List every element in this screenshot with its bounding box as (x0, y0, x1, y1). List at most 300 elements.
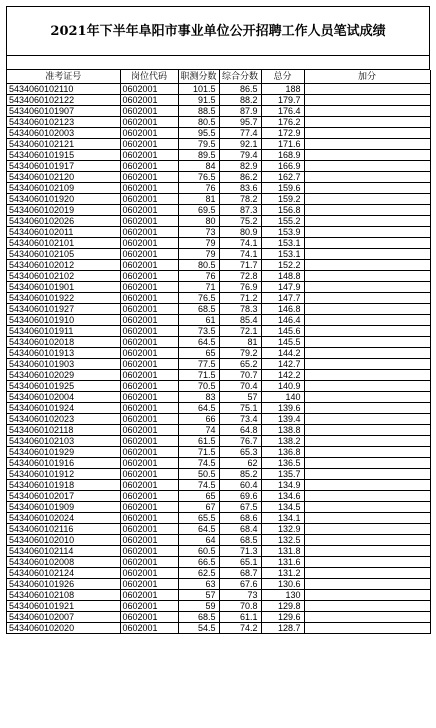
cell-exam-id: 5434060102007 (7, 611, 120, 622)
cell-position-code: 0602001 (120, 534, 178, 545)
cell-exam-id: 5434060101911 (7, 325, 120, 336)
cell-comprehensive-score: 61.1 (219, 611, 261, 622)
cell-bonus (304, 83, 430, 94)
cell-aptitude-score: 68.5 (178, 303, 219, 314)
cell-bonus (304, 204, 430, 215)
cell-position-code: 0602001 (120, 325, 178, 336)
header-total-score: 总分 (261, 70, 304, 83)
cell-exam-id: 5434060102120 (7, 171, 120, 182)
cell-position-code: 0602001 (120, 413, 178, 424)
cell-total-score: 152.2 (261, 259, 304, 270)
cell-position-code: 0602001 (120, 589, 178, 600)
cell-bonus (304, 215, 430, 226)
cell-exam-id: 5434060102012 (7, 259, 120, 270)
table-row (7, 545, 430, 556)
cell-bonus (304, 391, 430, 402)
cell-exam-id: 5434060101926 (7, 578, 120, 589)
cell-aptitude-score: 64 (178, 534, 219, 545)
cell-aptitude-score: 76.5 (178, 292, 219, 303)
cell-exam-id: 5434060102004 (7, 391, 120, 402)
cell-position-code: 0602001 (120, 171, 178, 182)
cell-exam-id: 5434060101918 (7, 479, 120, 490)
cell-aptitude-score: 76 (178, 182, 219, 193)
table-row (7, 149, 430, 160)
cell-comprehensive-score: 71.7 (219, 259, 261, 270)
cell-bonus (304, 578, 430, 589)
table-row (7, 424, 430, 435)
cell-position-code: 0602001 (120, 512, 178, 523)
cell-position-code: 0602001 (120, 567, 178, 578)
table-row (7, 512, 430, 523)
cell-aptitude-score: 101.5 (178, 83, 219, 94)
cell-aptitude-score: 68.5 (178, 611, 219, 622)
table-row (7, 347, 430, 358)
table-row (7, 534, 430, 545)
table-row (7, 105, 430, 116)
cell-aptitude-score: 66 (178, 413, 219, 424)
cell-aptitude-score: 65 (178, 347, 219, 358)
cell-bonus (304, 270, 430, 281)
cell-position-code: 0602001 (120, 215, 178, 226)
table-row (7, 248, 430, 259)
cell-total-score: 130.6 (261, 578, 304, 589)
cell-total-score: 171.6 (261, 138, 304, 149)
cell-comprehensive-score: 74.2 (219, 622, 261, 633)
cell-aptitude-score: 74.5 (178, 457, 219, 468)
cell-aptitude-score: 54.5 (178, 622, 219, 633)
cell-total-score: 147.7 (261, 292, 304, 303)
cell-exam-id: 5434060101913 (7, 347, 120, 358)
cell-total-score: 134.9 (261, 479, 304, 490)
cell-position-code: 0602001 (120, 424, 178, 435)
cell-position-code: 0602001 (120, 83, 178, 94)
cell-total-score: 188 (261, 83, 304, 94)
cell-exam-id: 5434060102122 (7, 94, 120, 105)
cell-bonus (304, 325, 430, 336)
cell-aptitude-score: 88.5 (178, 105, 219, 116)
cell-comprehensive-score: 87.3 (219, 204, 261, 215)
cell-position-code: 0602001 (120, 380, 178, 391)
cell-exam-id: 5434060102105 (7, 248, 120, 259)
cell-total-score: 132.9 (261, 523, 304, 534)
table-row (7, 215, 430, 226)
cell-bonus (304, 446, 430, 457)
cell-position-code: 0602001 (120, 446, 178, 457)
cell-comprehensive-score: 70.4 (219, 380, 261, 391)
cell-total-score: 147.9 (261, 281, 304, 292)
cell-comprehensive-score: 71.2 (219, 292, 261, 303)
cell-total-score: 131.2 (261, 567, 304, 578)
cell-total-score: 136.8 (261, 446, 304, 457)
cell-bonus (304, 589, 430, 600)
cell-position-code: 0602001 (120, 94, 178, 105)
cell-total-score: 136.5 (261, 457, 304, 468)
cell-exam-id: 5434060102116 (7, 523, 120, 534)
cell-exam-id: 5434060101917 (7, 160, 120, 171)
cell-total-score: 176.4 (261, 105, 304, 116)
cell-aptitude-score: 79 (178, 248, 219, 259)
cell-total-score: 155.2 (261, 215, 304, 226)
cell-bonus (304, 149, 430, 160)
cell-total-score: 148.8 (261, 270, 304, 281)
table-row (7, 468, 430, 479)
cell-position-code: 0602001 (120, 226, 178, 237)
cell-comprehensive-score: 85.2 (219, 468, 261, 479)
cell-exam-id: 5434060102023 (7, 413, 120, 424)
cell-comprehensive-score: 79.2 (219, 347, 261, 358)
table-row (7, 490, 430, 501)
cell-aptitude-score: 64.5 (178, 523, 219, 534)
cell-position-code: 0602001 (120, 468, 178, 479)
cell-total-score: 176.2 (261, 116, 304, 127)
cell-comprehensive-score: 71.3 (219, 545, 261, 556)
cell-exam-id: 5434060101916 (7, 457, 120, 468)
table-row (7, 204, 430, 215)
cell-comprehensive-score: 64.8 (219, 424, 261, 435)
cell-bonus (304, 94, 430, 105)
cell-comprehensive-score: 86.5 (219, 83, 261, 94)
cell-comprehensive-score: 60.4 (219, 479, 261, 490)
header-aptitude-score: 职测分数 (178, 70, 219, 83)
cell-position-code: 0602001 (120, 622, 178, 633)
cell-bonus (304, 523, 430, 534)
cell-exam-id: 5434060102024 (7, 512, 120, 523)
cell-total-score: 138.2 (261, 435, 304, 446)
cell-exam-id: 5434060101921 (7, 600, 120, 611)
cell-exam-id: 5434060102102 (7, 270, 120, 281)
cell-aptitude-score: 79.5 (178, 138, 219, 149)
cell-exam-id: 5434060102010 (7, 534, 120, 545)
cell-aptitude-score: 62.5 (178, 567, 219, 578)
cell-bonus (304, 281, 430, 292)
cell-bonus (304, 435, 430, 446)
cell-comprehensive-score: 68.4 (219, 523, 261, 534)
cell-exam-id: 5434060102003 (7, 127, 120, 138)
cell-bonus (304, 259, 430, 270)
table-row (7, 127, 430, 138)
cell-exam-id: 5434060102123 (7, 116, 120, 127)
score-sheet (6, 6, 430, 634)
cell-total-score: 153.1 (261, 248, 304, 259)
cell-position-code: 0602001 (120, 556, 178, 567)
table-row (7, 578, 430, 589)
cell-aptitude-score: 61 (178, 314, 219, 325)
cell-aptitude-score: 80.5 (178, 259, 219, 270)
cell-position-code: 0602001 (120, 127, 178, 138)
cell-position-code: 0602001 (120, 281, 178, 292)
cell-comprehensive-score: 70.8 (219, 600, 261, 611)
table-row (7, 457, 430, 468)
cell-comprehensive-score: 65.2 (219, 358, 261, 369)
table-row (7, 413, 430, 424)
cell-exam-id: 5434060102017 (7, 490, 120, 501)
cell-comprehensive-score: 82.9 (219, 160, 261, 171)
cell-position-code: 0602001 (120, 292, 178, 303)
cell-bonus (304, 226, 430, 237)
cell-position-code: 0602001 (120, 138, 178, 149)
cell-position-code: 0602001 (120, 391, 178, 402)
cell-aptitude-score: 71 (178, 281, 219, 292)
cell-position-code: 0602001 (120, 501, 178, 512)
cell-exam-id: 5434060102008 (7, 556, 120, 567)
cell-total-score: 134.6 (261, 490, 304, 501)
cell-aptitude-score: 65 (178, 490, 219, 501)
cell-total-score: 132.5 (261, 534, 304, 545)
cell-aptitude-score: 74.5 (178, 479, 219, 490)
cell-exam-id: 5434060102121 (7, 138, 120, 149)
cell-bonus (304, 380, 430, 391)
cell-bonus (304, 248, 430, 259)
cell-total-score: 140.9 (261, 380, 304, 391)
cell-aptitude-score: 50.5 (178, 468, 219, 479)
cell-exam-id: 5434060101924 (7, 402, 120, 413)
cell-aptitude-score: 73.5 (178, 325, 219, 336)
table-row (7, 402, 430, 413)
cell-exam-id: 5434060101929 (7, 446, 120, 457)
cell-bonus (304, 138, 430, 149)
cell-position-code: 0602001 (120, 314, 178, 325)
cell-position-code: 0602001 (120, 270, 178, 281)
cell-total-score: 156.8 (261, 204, 304, 215)
cell-aptitude-score: 63 (178, 578, 219, 589)
cell-total-score: 145.5 (261, 336, 304, 347)
cell-exam-id: 5434060102020 (7, 622, 120, 633)
cell-exam-id: 5434060101912 (7, 468, 120, 479)
cell-position-code: 0602001 (120, 193, 178, 204)
cell-exam-id: 5434060102108 (7, 589, 120, 600)
cell-aptitude-score: 73 (178, 226, 219, 237)
table-row (7, 611, 430, 622)
cell-bonus (304, 545, 430, 556)
cell-comprehensive-score: 79.4 (219, 149, 261, 160)
cell-comprehensive-score: 86.2 (219, 171, 261, 182)
cell-aptitude-score: 60.5 (178, 545, 219, 556)
table-row (7, 226, 430, 237)
cell-position-code: 0602001 (120, 611, 178, 622)
table-row (7, 391, 430, 402)
cell-aptitude-score: 59 (178, 600, 219, 611)
cell-aptitude-score: 65.5 (178, 512, 219, 523)
cell-exam-id: 5434060102101 (7, 237, 120, 248)
cell-comprehensive-score: 95.7 (219, 116, 261, 127)
cell-comprehensive-score: 72.8 (219, 270, 261, 281)
cell-comprehensive-score: 92.1 (219, 138, 261, 149)
cell-aptitude-score: 67 (178, 501, 219, 512)
cell-comprehensive-score: 68.6 (219, 512, 261, 523)
cell-comprehensive-score: 88.2 (219, 94, 261, 105)
cell-bonus (304, 347, 430, 358)
table-row (7, 160, 430, 171)
cell-comprehensive-score: 87.9 (219, 105, 261, 116)
cell-comprehensive-score: 65.3 (219, 446, 261, 457)
cell-bonus (304, 292, 430, 303)
cell-position-code: 0602001 (120, 347, 178, 358)
cell-exam-id: 5434060102103 (7, 435, 120, 446)
table-row (7, 556, 430, 567)
header-row (7, 70, 430, 83)
table-row (7, 622, 430, 633)
cell-exam-id: 5434060101927 (7, 303, 120, 314)
table-row (7, 292, 430, 303)
cell-total-score: 139.6 (261, 402, 304, 413)
cell-comprehensive-score: 76.9 (219, 281, 261, 292)
cell-bonus (304, 116, 430, 127)
cell-comprehensive-score: 78.3 (219, 303, 261, 314)
cell-aptitude-score: 84 (178, 160, 219, 171)
cell-position-code: 0602001 (120, 303, 178, 314)
cell-total-score: 146.4 (261, 314, 304, 325)
cell-bonus (304, 160, 430, 171)
cell-total-score: 159.6 (261, 182, 304, 193)
cell-comprehensive-score: 75.1 (219, 402, 261, 413)
cell-aptitude-score: 83 (178, 391, 219, 402)
table-row (7, 270, 430, 281)
table-row (7, 501, 430, 512)
table-row (7, 116, 430, 127)
cell-bonus (304, 127, 430, 138)
cell-comprehensive-score: 85.4 (219, 314, 261, 325)
cell-exam-id: 5434060101907 (7, 105, 120, 116)
cell-total-score: 146.8 (261, 303, 304, 314)
table-row (7, 171, 430, 182)
cell-bonus (304, 193, 430, 204)
cell-aptitude-score: 91.5 (178, 94, 219, 105)
cell-position-code: 0602001 (120, 259, 178, 270)
cell-position-code: 0602001 (120, 182, 178, 193)
cell-position-code: 0602001 (120, 600, 178, 611)
cell-comprehensive-score: 81 (219, 336, 261, 347)
cell-total-score: 134.5 (261, 501, 304, 512)
cell-position-code: 0602001 (120, 149, 178, 160)
table-row (7, 380, 430, 391)
cell-bonus (304, 611, 430, 622)
cell-comprehensive-score: 57 (219, 391, 261, 402)
header-comprehensive-score: 综合分数 (219, 70, 261, 83)
cell-bonus (304, 105, 430, 116)
cell-exam-id: 5434060102029 (7, 369, 120, 380)
cell-total-score: 162.7 (261, 171, 304, 182)
cell-position-code: 0602001 (120, 248, 178, 259)
cell-comprehensive-score: 72.1 (219, 325, 261, 336)
cell-exam-id: 5434060102118 (7, 424, 120, 435)
cell-position-code: 0602001 (120, 435, 178, 446)
cell-exam-id: 5434060101909 (7, 501, 120, 512)
cell-exam-id: 5434060101920 (7, 193, 120, 204)
cell-position-code: 0602001 (120, 523, 178, 534)
cell-comprehensive-score: 78.2 (219, 193, 261, 204)
cell-exam-id: 5434060102026 (7, 215, 120, 226)
sheet-title: 2021年下半年阜阳市事业单位公开招聘工作人员笔试成绩 (7, 7, 430, 56)
table-row (7, 446, 430, 457)
cell-total-score: 142.7 (261, 358, 304, 369)
cell-aptitude-score: 77.5 (178, 358, 219, 369)
cell-total-score: 129.8 (261, 600, 304, 611)
cell-position-code: 0602001 (120, 402, 178, 413)
table-row (7, 281, 430, 292)
cell-bonus (304, 490, 430, 501)
cell-bonus (304, 501, 430, 512)
cell-comprehensive-score: 75.2 (219, 215, 261, 226)
cell-bonus (304, 468, 430, 479)
cell-aptitude-score: 76.5 (178, 171, 219, 182)
table-row (7, 94, 430, 105)
cell-total-score: 131.8 (261, 545, 304, 556)
table-row (7, 589, 430, 600)
cell-comprehensive-score: 83.6 (219, 182, 261, 193)
cell-position-code: 0602001 (120, 490, 178, 501)
cell-bonus (304, 303, 430, 314)
cell-total-score: 153.1 (261, 237, 304, 248)
cell-bonus (304, 512, 430, 523)
cell-comprehensive-score: 73.4 (219, 413, 261, 424)
cell-comprehensive-score: 67.5 (219, 501, 261, 512)
cell-comprehensive-score: 65.1 (219, 556, 261, 567)
cell-comprehensive-score: 77.4 (219, 127, 261, 138)
cell-bonus (304, 424, 430, 435)
cell-aptitude-score: 66.5 (178, 556, 219, 567)
table-row (7, 358, 430, 369)
cell-aptitude-score: 89.5 (178, 149, 219, 160)
cell-aptitude-score: 74 (178, 424, 219, 435)
cell-aptitude-score: 81 (178, 193, 219, 204)
cell-total-score: 179.7 (261, 94, 304, 105)
cell-total-score: 153.9 (261, 226, 304, 237)
table-row (7, 314, 430, 325)
cell-total-score: 139.4 (261, 413, 304, 424)
table-row (7, 600, 430, 611)
cell-bonus (304, 402, 430, 413)
table-row (7, 336, 430, 347)
table-row (7, 369, 430, 380)
cell-aptitude-score: 64.5 (178, 336, 219, 347)
cell-comprehensive-score: 62 (219, 457, 261, 468)
cell-total-score: 166.9 (261, 160, 304, 171)
cell-total-score: 144.2 (261, 347, 304, 358)
table-row (7, 567, 430, 578)
cell-bonus (304, 358, 430, 369)
cell-comprehensive-score: 68.5 (219, 534, 261, 545)
cell-bonus (304, 413, 430, 424)
cell-bonus (304, 237, 430, 248)
cell-total-score: 134.1 (261, 512, 304, 523)
cell-bonus (304, 567, 430, 578)
cell-exam-id: 5434060102019 (7, 204, 120, 215)
header-position-code: 岗位代码 (120, 70, 178, 83)
cell-aptitude-score: 80.5 (178, 116, 219, 127)
cell-exam-id: 5434060102114 (7, 545, 120, 556)
cell-exam-id: 5434060101922 (7, 292, 120, 303)
cell-aptitude-score: 57 (178, 589, 219, 600)
cell-comprehensive-score: 69.6 (219, 490, 261, 501)
cell-exam-id: 5434060101925 (7, 380, 120, 391)
cell-comprehensive-score: 68.7 (219, 567, 261, 578)
cell-bonus (304, 556, 430, 567)
cell-bonus (304, 457, 430, 468)
cell-exam-id: 5434060102110 (7, 83, 120, 94)
cell-position-code: 0602001 (120, 457, 178, 468)
cell-bonus (304, 534, 430, 545)
cell-aptitude-score: 61.5 (178, 435, 219, 446)
header-bonus: 加分 (304, 70, 430, 83)
cell-exam-id: 5434060101910 (7, 314, 120, 325)
cell-total-score: 159.2 (261, 193, 304, 204)
cell-aptitude-score: 80 (178, 215, 219, 226)
cell-exam-id: 5434060102124 (7, 567, 120, 578)
cell-aptitude-score: 76 (178, 270, 219, 281)
cell-aptitude-score: 71.5 (178, 446, 219, 457)
cell-total-score: 168.9 (261, 149, 304, 160)
cell-aptitude-score: 70.5 (178, 380, 219, 391)
